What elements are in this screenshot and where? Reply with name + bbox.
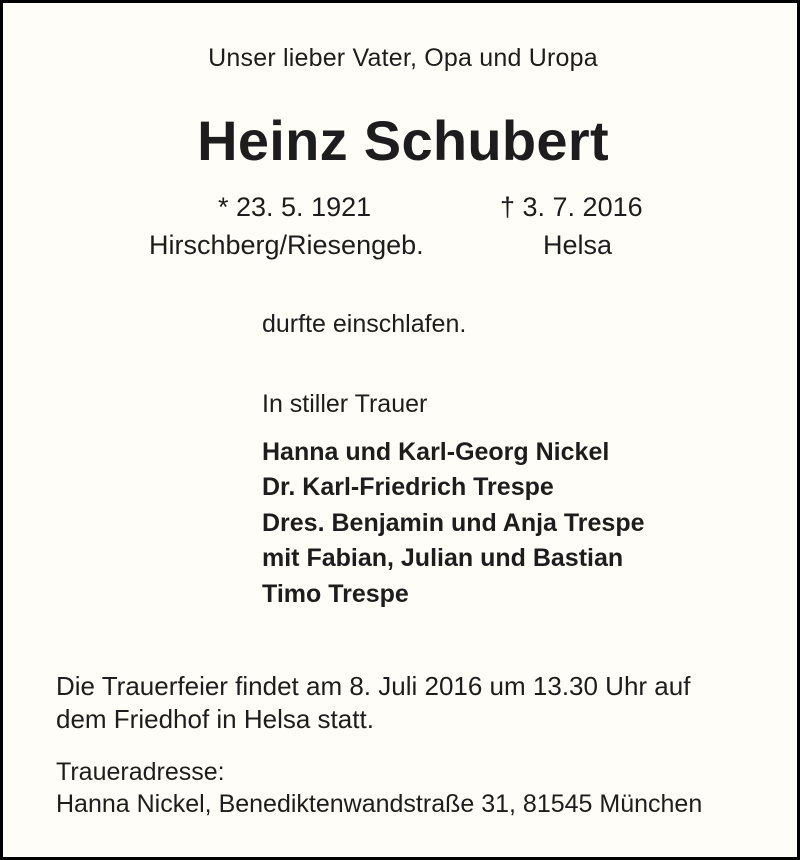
address-label: Traueradresse:	[56, 758, 225, 786]
address-line: Hanna Nickel, Benediktenwandstraße 31, 81545 München	[56, 790, 703, 818]
ceremony-line: dem Friedhof in Helsa statt.	[56, 704, 374, 734]
mourner-line: Dr. Karl-Friedrich Trespe	[262, 473, 554, 501]
death-date: † 3. 7. 2016	[500, 192, 643, 222]
mourner-line: Timo Trespe	[262, 580, 409, 608]
mourner-line: mit Fabian, Julian und Bastian	[262, 544, 624, 572]
mourner-line: Dres. Benjamin und Anja Trespe	[262, 509, 645, 537]
mourning-text: In stiller Trauer	[262, 390, 428, 418]
mourner-line: Hanna und Karl-Georg Nickel	[262, 438, 610, 466]
birth-date: * 23. 5. 1921	[218, 192, 372, 222]
birth-place: Hirschberg/Riesengeb.	[149, 230, 424, 260]
deceased-name: Heinz Schubert	[197, 109, 609, 172]
intro-line: Unser lieber Vater, Opa und Uropa	[208, 44, 598, 72]
passed-text: durfte einschlafen.	[262, 310, 467, 338]
death-place: Helsa	[543, 230, 613, 260]
ceremony-line: Die Trauerfeier findet am 8. Juli 2016 um 13.30 Uhr auf	[56, 671, 691, 701]
